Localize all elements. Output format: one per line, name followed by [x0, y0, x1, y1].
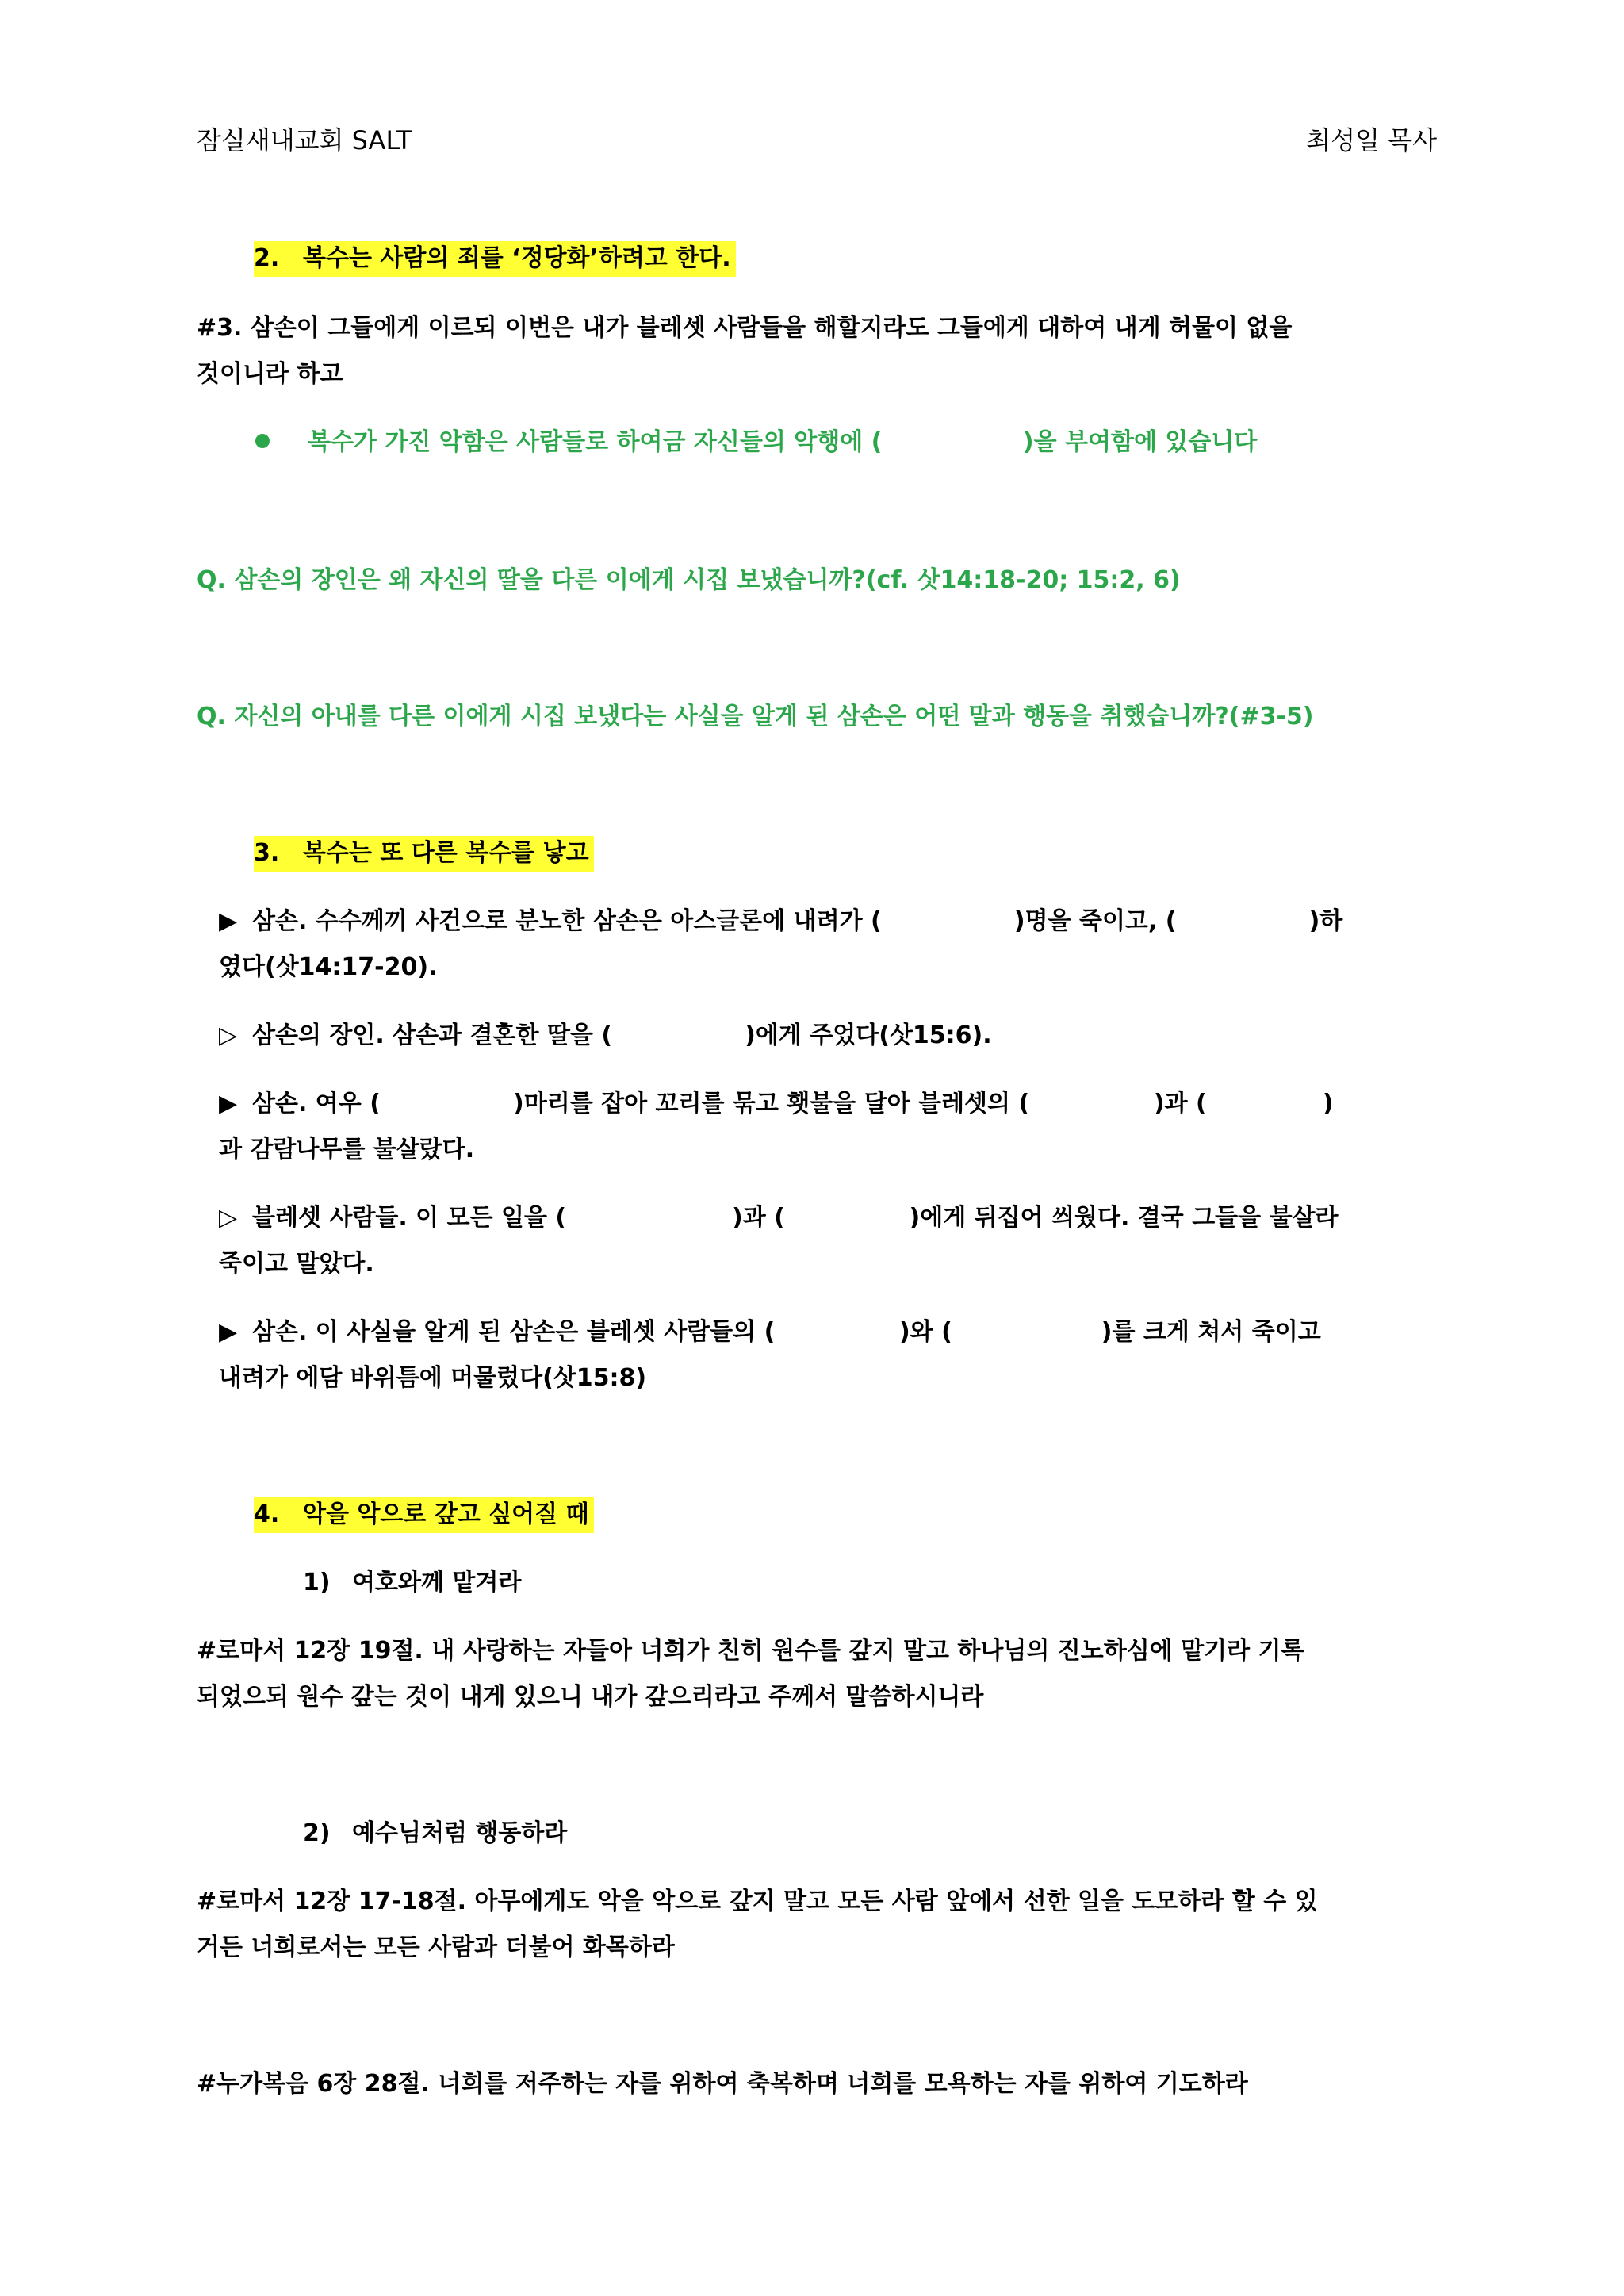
filled-triangle-icon: ▶ [219, 1318, 238, 1346]
subsection-2-heading [303, 1813, 567, 1848]
header-church-name: 잠실새내교회 SALT [197, 125, 412, 155]
outline-triangle-icon: ▷ [219, 1022, 238, 1049]
section-3-highlight [254, 836, 594, 872]
section-2-verse-line-1: #3. 삼손이 그들에게 이르되 이번은 내가 블레셋 사람들을 해할지라도 그들에게 대하여 내게 허물이 없을 [197, 314, 1293, 342]
section-4-heading [254, 1494, 594, 1529]
section-4-highlight [254, 1497, 594, 1533]
luke-6-28: #누가복음 6장 28절. 너희를 저주하는 자를 위하여 축복하며 너희를 모욕하는 자를 위하여 기도하라 [197, 2070, 1248, 2098]
section-2-heading [254, 238, 736, 273]
section-3-item-4-line-2: 죽이고 말았다. [219, 1250, 374, 1278]
question-1: Q. 삼손의 장인은 왜 자신의 딸을 다른 이에게 시집 보냈습니까?(cf. 삿14:18-20; 15:2, 6) [197, 566, 1181, 594]
section-2-number: 2. [254, 244, 280, 272]
romans-12-17-18-line-1: #로마서 12장 17-18절. 아무에게도 악을 악으로 갚지 말고 모든 사람 앞에서 선한 일을 도모하라 할 수 있 [197, 1888, 1318, 1915]
question-2: Q. 자신의 아내를 다른 이에게 시집 보냈다는 사실을 알게 된 삼손은 어떤 말과 행동을 취했습니까?(#3-5) [197, 703, 1314, 730]
subsection-1-title: 여호와께 맡겨라 [352, 1569, 522, 1596]
section-3-item-3-line-2: 과 감람나무를 불살랐다. [219, 1136, 475, 1163]
item-3-text: 삼손. 여우 ( )마리를 잡아 꼬리를 묶고 횃불을 달아 블레셋의 ( )과 ( ) [252, 1090, 1334, 1117]
outline-triangle-icon: ▷ [219, 1204, 238, 1232]
item-1-text: 삼손. 수수께끼 사건으로 분노한 삼손은 아스글론에 내려가 ( )명을 죽이고, ( )하 [252, 907, 1343, 935]
subsection-2-number: 2) [303, 1819, 331, 1847]
subsection-1-heading [303, 1562, 521, 1597]
subsection-1-number: 1) [303, 1569, 331, 1596]
section-3-item-5-line-1 [219, 1312, 1437, 1347]
section-3-number: 3. [254, 839, 280, 867]
filled-triangle-icon: ▶ [219, 907, 238, 935]
item-5-text: 삼손. 이 사실을 알게 된 삼손은 블레셋 사람들의 ( )와 ( )를 크게 쳐서 죽이고 [252, 1318, 1321, 1346]
item-2-text: 삼손의 장인. 삼손과 결혼한 딸을 ( )에게 주었다(삿15:6). [252, 1022, 992, 1049]
section-3-item-4-line-1 [219, 1198, 1437, 1232]
section-4-number: 4. [254, 1501, 280, 1528]
section-2-bullet-text: 복수가 가진 악함은 사람들로 하여금 자신들의 악행에 ( )을 부여함에 있습니다 [308, 428, 1258, 456]
header-pastor-name: 최성일 목사 [1306, 125, 1437, 155]
section-2-bullet [255, 422, 1437, 457]
section-3-title: 복수는 또 다른 복수를 낳고 [303, 839, 589, 867]
item-4-text: 블레셋 사람들. 이 모든 일을 ( )과 ( )에게 뒤집어 씌웠다. 결국 그들을 불살라 [252, 1204, 1339, 1232]
bullet-dot-icon [255, 434, 270, 448]
subsection-2-title: 예수님처럼 행동하라 [352, 1819, 568, 1847]
romans-12-19-line-2: 되었으되 원수 갚는 것이 내게 있으니 내가 갚으리라고 주께서 말씀하시니라 [197, 1683, 984, 1711]
filled-triangle-icon: ▶ [219, 1090, 238, 1117]
section-3-heading [254, 833, 594, 868]
section-3-item-2-line-1 [219, 1015, 1437, 1050]
section-3-item-5-line-2: 내려가 에담 바위틈에 머물렀다(삿15:8) [219, 1364, 647, 1392]
section-4-title: 악을 악으로 갚고 싶어질 때 [303, 1501, 589, 1528]
section-2-highlight [254, 241, 736, 277]
section-2-title: 복수는 사람의 죄를 ‘정당화’하려고 한다. [303, 244, 731, 272]
romans-12-19-line-1: #로마서 12장 19절. 내 사랑하는 자들아 너희가 친히 원수를 갚지 말고 하나님의 진노하심에 맡기라 기록 [197, 1637, 1304, 1665]
romans-12-17-18-line-2: 거든 너희로서는 모든 사람과 더불어 화목하라 [197, 1934, 675, 1961]
section-3-item-3-line-1 [219, 1083, 1437, 1118]
section-3-item-1-line-2: 였다(삿14:17-20). [219, 953, 438, 981]
section-2-verse-line-2: 것이니라 하고 [197, 360, 343, 388]
section-3-item-1-line-1 [219, 901, 1437, 936]
